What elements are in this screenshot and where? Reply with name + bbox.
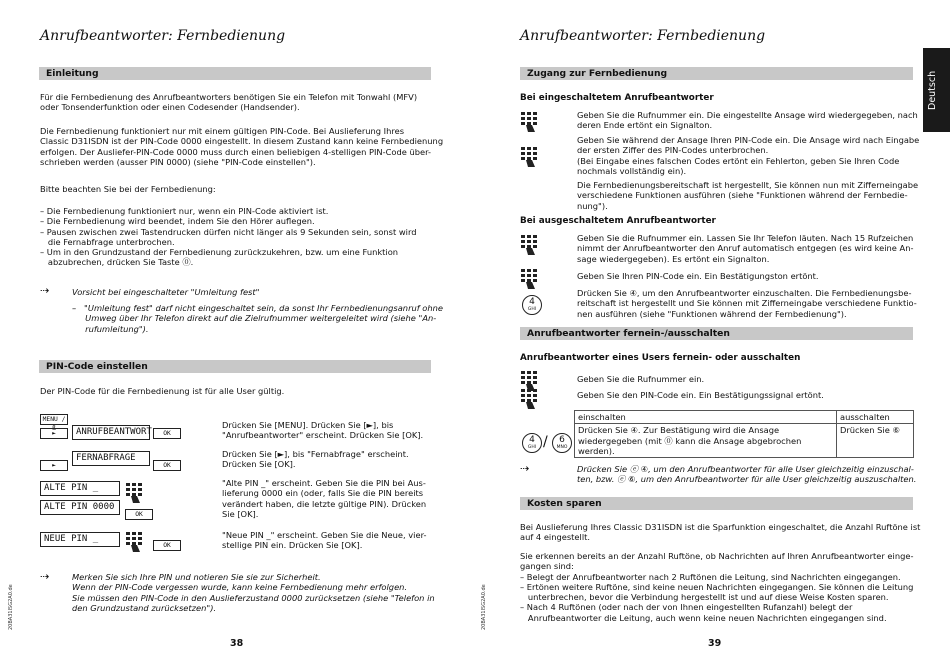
- page-title: Anrufbeantworter: Fernbedienung: [520, 28, 766, 44]
- slash-separator: /: [543, 434, 548, 450]
- on-off-table: [574, 410, 914, 458]
- hint-arrow-icon: ⇢: [520, 462, 530, 475]
- cost-paragraph-1: Bei Auslieferung Ihres Classic D31ISDN ist die Sparfunktion eingeschaltet, die Anzahl Ruftöne ist auf 4 eingestellt.: [520, 522, 921, 543]
- keypad-icon: [520, 146, 540, 172]
- section-heading-kosten: Kosten sparen: [520, 497, 913, 510]
- keypad-icon: [520, 268, 540, 294]
- hint-arrow-icon: ⇢: [40, 570, 50, 583]
- step-pin: Geben Sie während der Ansage Ihren PIN-Code ein. Die Ansage wird nach Eingabe der ersten Ziffer des PIN-Codes unterbrochen. (Bei Eingabe eines falschen Codes ertönt ein Fehlerton, geben Sie Ihren Code nochmals vollständig ein).: [577, 135, 920, 176]
- menu-key: MENU / ß: [40, 414, 68, 425]
- section-heading-zugang: Zugang zur Fernbedienung: [520, 67, 913, 80]
- lcd-display: ALTE PIN 0000: [40, 500, 120, 515]
- keypad-icon: [125, 482, 145, 508]
- note-body: – "Umleitung fest" darf nicht eingeschaltet sein, da sonst Ihr Fernbedienungsanruf ohne Umweg über Ihr Telefon direkt auf die Zielrufnummer weitergeleitet wird (siehe "An- rufumleitung").: [72, 303, 443, 334]
- page-number: 38: [230, 638, 244, 649]
- ok-key: OK: [153, 428, 181, 439]
- step-dial-user: Geben Sie die Rufnummer ein.: [577, 374, 705, 384]
- key-4-icon: 4 GHI: [522, 295, 542, 315]
- page-number: 39: [708, 638, 722, 649]
- ok-key: OK: [153, 540, 181, 551]
- tip-text: Merken Sie sich Ihre PIN und notieren Sie sie zur Sicherheit. Wenn der PIN-Code vergessen wurde, kann keine Fernbedienung mehr erfolgen. Sie müssen den PIN-Code in den Auslieferzustand 0000 zurücksetzen (siehe "Telefon in den Grundzustand zurücksetzen").: [72, 572, 435, 613]
- lcd-display: ALTE PIN _: [40, 481, 120, 496]
- lcd-display: NEUE PIN _: [40, 532, 120, 547]
- step-pin-off: Geben Sie Ihren PIN-Code ein. Ein Bestätigungston ertönt.: [577, 271, 819, 281]
- tip-all-users: Drücken Sie ⓔ ④, um den Anrufbeantworter für alle User gleichzeitig einzuschal- ten, bzw. ⓔ ⑥, um den Anrufbeantworter für alle User gleichzeitig auszuschalten.: [577, 464, 917, 485]
- subheading-off: Bei ausgeschaltetem Anrufbeantworter: [520, 216, 716, 226]
- table-head-on: einschalten: [575, 411, 837, 424]
- document-code: 20BA31ISG2A0.de: [481, 584, 487, 630]
- step-3: "Alte PIN _" erscheint. Geben Sie die PIN bei Aus- lieferung 0000 ein (oder, falls Sie die PIN bereits verändert haben, die letzte gültige PIN). Drücken Sie [OK].: [222, 478, 427, 519]
- section-heading-remote-onoff: Anrufbeantworter fernein-/ausschalten: [520, 327, 913, 340]
- step-pin-user: Geben Sie den PIN-Code ein. Ein Bestätigungssignal ertönt.: [577, 390, 824, 400]
- notice-intro: Bitte beachten Sie bei der Fernbedienung:: [40, 184, 216, 194]
- notice-list: – Die Fernbedienung funktioniert nur, wenn ein PIN-Code aktiviert ist. – Die Fernbedienung wird beendet, indem Sie den Hörer auflegen. – Pausen zwischen zwei Tastendrucken dürfen nicht länger als 9 Sekunden sein, sonst wird die Fernabfrage unterbrochen. – Um in den Grundzustand der Fernbedienung zurückzukehren, bzw. um eine Funktion abzubrechen, drücken Sie Taste ⓪.: [40, 206, 417, 268]
- step-4: "Neue PIN _" erscheint. Geben Sie die Neue, vier- stellige PIN ein. Drücken Sie [OK].: [222, 530, 427, 551]
- step-dial: Geben Sie die Rufnummer ein. Die eingestellte Ansage wird wiedergegeben, nach deren Ende ertönt ein Signalton.: [577, 110, 918, 131]
- step-2: Drücken Sie [►], bis "Fernabfrage" erscheint. Drücken Sie [OK].: [222, 449, 409, 470]
- pin-paragraph: Die Fernbedienung funktioniert nur mit einem gültigen PIN-Code. Bei Auslieferung Ihres Classic D31ISDN ist der PIN-Code 0000 eingestellt. In diesem Zustand kann keine Fernbedienung erfolgen. Der Auslief​er-PIN-Code 0000 muss durch einen beliebigen 4-stelligen PIN-Code über- schrieben werden (ausser PIN 0000) (siehe "PIN-Code einstellen").: [40, 126, 444, 167]
- arrow-key: ►: [40, 428, 68, 439]
- table-cell-off: Drücken Sie ⑥: [837, 424, 914, 458]
- section-heading-pin: PIN-Code einstellen: [39, 360, 431, 373]
- keypad-icon: [520, 388, 540, 414]
- right-page: [475, 0, 950, 659]
- table-head-off: ausschalten: [837, 411, 914, 424]
- lcd-display: ANRUFBEANTWORT: [72, 425, 150, 440]
- subheading-user: Anrufbeantworter eines Users fernein- oder ausschalten: [520, 353, 801, 363]
- lcd-display: FERNABFRAGE: [72, 451, 150, 466]
- note-heading: Vorsicht bei eingeschalteter "Umleitung fest": [72, 287, 260, 297]
- keypad-icon: [520, 234, 540, 260]
- key-4-icon: 4 GHI: [522, 433, 542, 453]
- step-switch-on: Drücken Sie ④, um den Anrufbeantworter einzuschalten. Die Fernbedienungsbe- reitschaft ist hergestellt und Sie können mit Zifferneingabe verschiedene Funktio- nen ausführen (siehe "Funktionen während der Fernbedienung").: [577, 288, 917, 319]
- document-code: 20BA31ISG2A0.de: [8, 584, 14, 630]
- page-title: Anrufbeantworter: Fernbedienung: [40, 28, 286, 44]
- hint-arrow-icon: ⇢: [40, 284, 50, 297]
- cost-paragraph-2: Sie erkennen bereits an der Anzahl Ruftöne, ob Nachrichten auf Ihren Anrufbeantworter einge- gangen sind: – Belegt der Anrufbeantworter nach 2 Ruftönen die Leitung, sind Nachrichten eingegangen. – Ertönen weitere Ruftöne, sind keine neuen Nachrichten eingegangen. Sie können die Leitung unterbrechen, bevor die Verbindung hergestellt ist und auf diese Weise Kosten sparen. – Nach 4 Ruftönen (oder nach der von Ihnen eingestellten Rufanzahl) belegt der Anrufbeantworter die Leitung, auch wenn keine neuen Nachrichten eingegangen sind.: [520, 551, 914, 623]
- ok-key: OK: [125, 509, 153, 520]
- key-6-icon: 6 MNO: [552, 433, 572, 453]
- keypad-icon: [125, 531, 145, 557]
- language-tab: Deutsch: [923, 48, 950, 132]
- section-heading-einleitung: Einleitung: [39, 67, 431, 80]
- step-dial-off: Geben Sie die Rufnummer ein. Lassen Sie Ihr Telefon läuten. Nach 15 Rufzeichen nimmt der Anrufbeantworter den Anruf automatisch entgegen (es wird keine An- sage wiedergegeben). Es ertönt ein Signalton.: [577, 233, 914, 264]
- step-1: Drücken Sie [MENU]. Drücken Sie [►], bis "Anrufbeantworter" erscheint. Drücken Sie [OK].: [222, 420, 424, 441]
- step-ready: Die Fernbedienungsbereitschaft ist hergestellt, Sie können nun mit Zifferneingabe verschiedene Funktionen ausführen (siehe "Funktionen während der Fernbedie- nung").: [577, 180, 919, 211]
- table-cell-on: Drücken Sie ④. Zur Bestätigung wird die Ansage wiedergegeben (mit ⓪ kann die Ansage abgebrochen werden).: [575, 424, 837, 458]
- keypad-icon: [520, 111, 540, 137]
- subheading-on: Bei eingeschaltetem Anrufbeantworter: [520, 93, 714, 103]
- ok-key: OK: [153, 460, 181, 471]
- pin-intro: Der PIN-Code für die Fernbedienung ist für alle User gültig.: [40, 386, 285, 396]
- intro-paragraph: Für die Fernbedienung des Anrufbeantworters benötigen Sie ein Telefon mit Tonwahl (MFV) oder Tonsenderfunktion oder einen Codesender (Handsender).: [40, 92, 418, 113]
- arrow-key: ►: [40, 460, 68, 471]
